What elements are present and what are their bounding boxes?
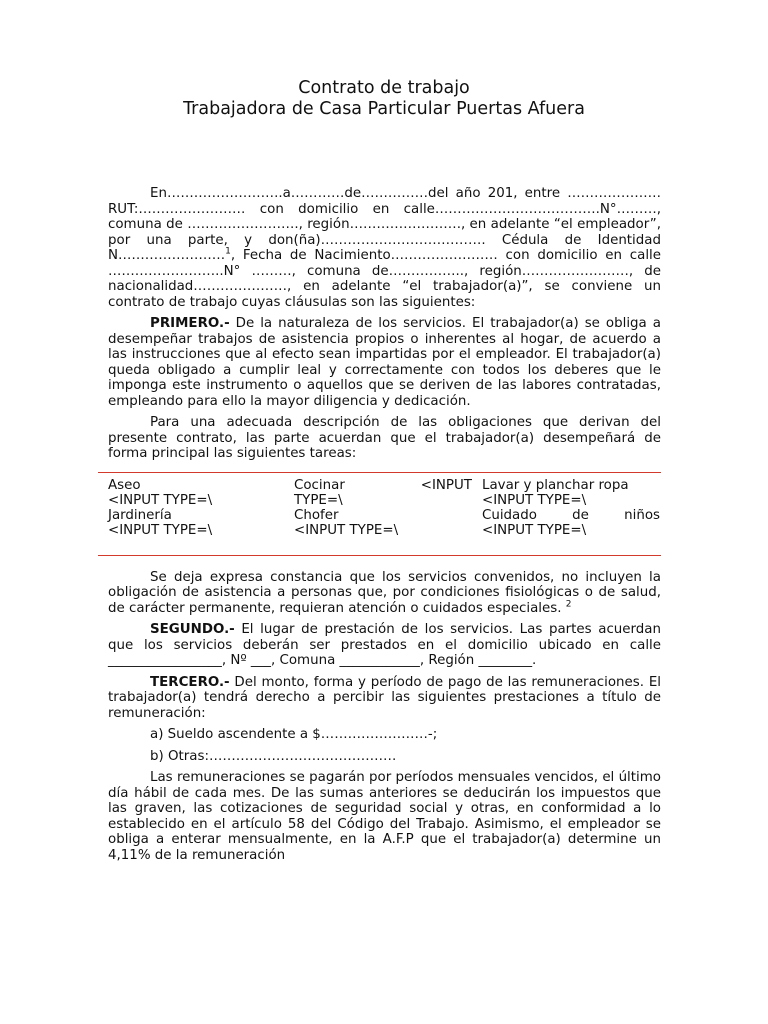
- remuneraciones-paragraph: Las remuneraciones se pagarán por períodos mensuales vencidos, el último día hábil de cada mes. De las sumas anteriores se deducirán los impuestos que las graven, las cotizaciones de seguridad social y otras, en conformidad a lo establecido en el artículo 58 del Código del Trabajo. Asimismo, el empleador se obliga a enterar mensualmente, en la A.F.P que el trabajador(a) determine un 4,11% de la remuneración: [108, 770, 661, 863]
- segundo-paragraph: SEGUNDO.- El lugar de prestación de los servicios. Las partes acuerdan que los servicios deberán ser prestados en el domicilio ubicado en calle _________________, Nº ___, Comuna ____________, Región ________.: [108, 622, 661, 668]
- otras-line: b) Otras:……………………………………: [150, 748, 397, 764]
- tareas-paragraph: Para una adecuada descripción de las obligaciones que derivan del presente contrato, las parte acuerdan que el trabajador(a) desempeñará de forma principal las siguientes tareas:: [108, 415, 661, 461]
- footnote-ref-1: 1: [225, 246, 231, 257]
- task-aseo-checkbox[interactable]: <INPUT TYPE=\: [108, 492, 213, 508]
- task-chofer: Chofer: [294, 507, 339, 523]
- task-cocinar-checkbox[interactable]: TYPE=\: [294, 492, 343, 508]
- task-cocinar: Cocinar <INPUT: [294, 477, 472, 493]
- segundo-label: SEGUNDO.-: [150, 622, 235, 637]
- task-chofer-checkbox[interactable]: <INPUT TYPE=\: [294, 522, 399, 538]
- title-line-2: Trabajadora de Casa Particular Puertas Afuera: [183, 99, 585, 119]
- task-jardineria-checkbox[interactable]: <INPUT TYPE=\: [108, 522, 213, 538]
- contract-body: [108, 186, 661, 869]
- task-lavar-checkbox[interactable]: <INPUT TYPE=\: [482, 492, 587, 508]
- tasks-table: [98, 472, 661, 556]
- task-cuidado: Cuidado de niños: [482, 507, 660, 523]
- sueldo-line: a) Sueldo ascendente a $……………………-;: [150, 727, 438, 742]
- task-jardineria: Jardinería: [108, 507, 172, 523]
- primero-label: PRIMERO.-: [150, 316, 230, 331]
- task-cuidado-checkbox[interactable]: <INPUT TYPE=\: [482, 522, 587, 538]
- constancia-paragraph: Se deja expresa constancia que los servicios convenidos, no incluyen la obligación de asistencia a personas que, por condiciones fisiológicas o de salud, de carácter permanente, requieran atención o cuidados especiales. $^2$: [108, 569, 661, 616]
- title-line-1: Contrato de trabajo: [298, 78, 470, 98]
- intro-paragraph: En……………………..a…………de……………del año 201, entre ………………… RUT:…………………… con domicilio en calle……………………………….N°………, comuna de ……………………., región……………………., en adelante “el empleador”, por una parte, y don(ña)………………………………. Cédula de Identidad N……………………$^1$, Fecha de Nacimiento…………………… con domicilio en calle ……………………..N° ………, comuna de…………….., región……………………, de nacionalidad…………………, en adelante “el trabajador(a)”, se conviene un contrato de trabajo cuyas cláusulas son las siguientes:: [108, 186, 661, 310]
- document-title: [0, 78, 768, 120]
- tercero-label: TERCERO.-: [150, 674, 230, 690]
- task-aseo: Aseo: [108, 477, 141, 493]
- task-lavar: Lavar y planchar ropa: [482, 477, 629, 493]
- tercero-paragraph: TERCERO.- Del monto, forma y período de pago de las remuneraciones. El trabajador(a) tendrá derecho a percibir las siguientes prestaciones a título de remuneración:: [108, 674, 661, 721]
- footnote-ref-2: 2: [565, 599, 572, 610]
- primero-paragraph: PRIMERO.- De la naturaleza de los servicios. El trabajador(a) se obliga a desempeñar trabajos de asistencia propios o inherentes al hogar, de acuerdo a las instrucciones que al efecto sean impartidas por el empleador. El trabajador(a) queda obligado a cumplir leal y correctamente con todos los deberes que le imponga este instrumento o aquellos que se deriven de las labores contratadas, empleando para ello la mayor diligencia y dedicación.: [108, 316, 661, 409]
